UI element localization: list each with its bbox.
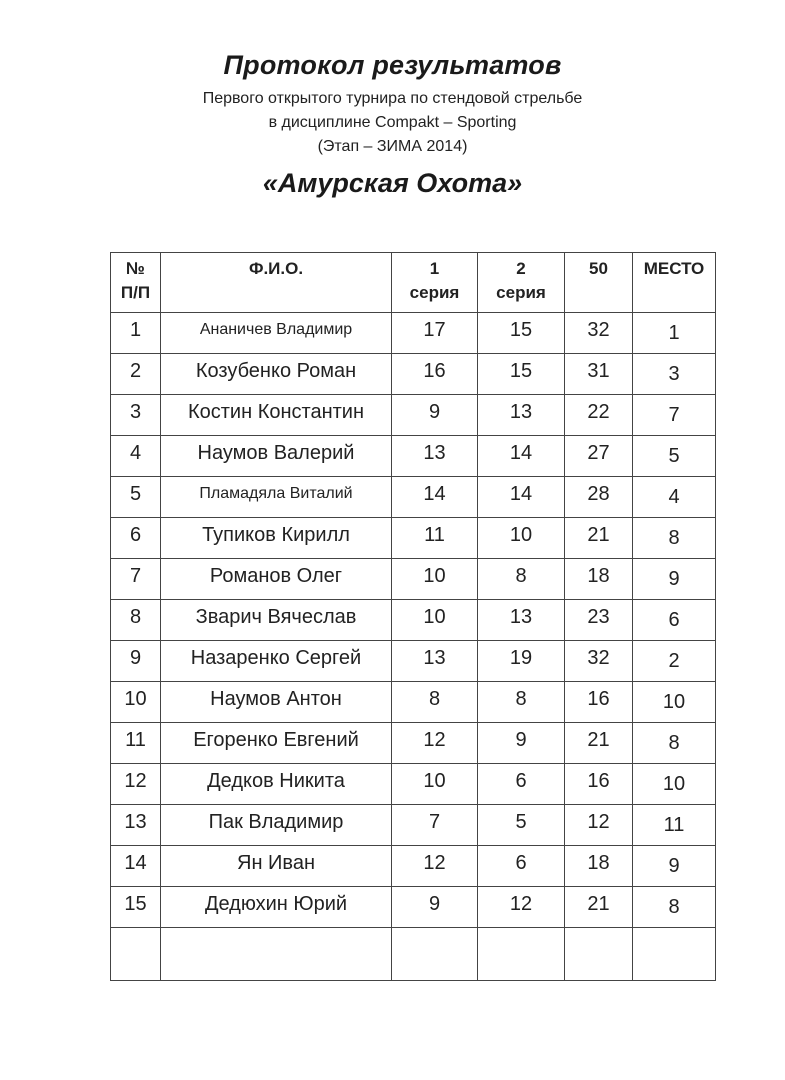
table-row	[111, 682, 716, 723]
cell-series-2: 8	[478, 682, 565, 723]
cell-name: Дедков Никита	[161, 764, 392, 805]
cell-empty	[633, 928, 716, 981]
cell-series-1: 8	[392, 682, 478, 723]
cell-series-1: 9	[392, 395, 478, 436]
cell-name: Назаренко Сергей	[161, 641, 392, 682]
cell-place: 4	[633, 477, 716, 518]
header-number: № П/П	[111, 253, 161, 313]
cell-series-2: 19	[478, 641, 565, 682]
cell-total: 32	[565, 313, 633, 354]
cell-series-1: 10	[392, 600, 478, 641]
table-row	[111, 641, 716, 682]
cell-name: Наумов Валерий	[161, 436, 392, 477]
cell-series-2: 14	[478, 436, 565, 477]
cell-number: 13	[111, 805, 161, 846]
cell-total: 27	[565, 436, 633, 477]
cell-empty	[161, 928, 392, 981]
cell-total: 22	[565, 395, 633, 436]
cell-name: Козубенко Роман	[161, 354, 392, 395]
cell-series-2: 15	[478, 313, 565, 354]
cell-place: 8	[633, 518, 716, 559]
header-name: Ф.И.О.	[161, 253, 392, 313]
cell-place: 9	[633, 846, 716, 887]
cell-place: 11	[633, 805, 716, 846]
cell-place: 9	[633, 559, 716, 600]
cell-total: 18	[565, 846, 633, 887]
cell-series-2: 6	[478, 764, 565, 805]
cell-number: 7	[111, 559, 161, 600]
cell-series-2: 10	[478, 518, 565, 559]
cell-number: 1	[111, 313, 161, 354]
cell-total: 18	[565, 559, 633, 600]
cell-total: 21	[565, 723, 633, 764]
cell-series-2: 5	[478, 805, 565, 846]
table-row	[111, 477, 716, 518]
cell-number: 3	[111, 395, 161, 436]
cell-place: 8	[633, 887, 716, 928]
table-header-row	[111, 253, 716, 313]
cell-name: Романов Олег	[161, 559, 392, 600]
cell-empty	[392, 928, 478, 981]
table-row	[111, 846, 716, 887]
cell-total: 32	[565, 641, 633, 682]
table-row	[111, 395, 716, 436]
table-row	[111, 559, 716, 600]
cell-name: Ананичев Владимир	[161, 313, 392, 354]
cell-total: 28	[565, 477, 633, 518]
results-table	[110, 252, 716, 981]
cell-empty	[565, 928, 633, 981]
table-row	[111, 313, 716, 354]
cell-name: Тупиков Кирилл	[161, 518, 392, 559]
cell-number: 15	[111, 887, 161, 928]
header-place: МЕСТО	[633, 253, 716, 313]
table-row	[111, 436, 716, 477]
cell-series-1: 10	[392, 764, 478, 805]
cell-series-1: 7	[392, 805, 478, 846]
cell-series-1: 14	[392, 477, 478, 518]
cell-series-2: 15	[478, 354, 565, 395]
cell-total: 16	[565, 764, 633, 805]
cell-empty	[111, 928, 161, 981]
cell-number: 14	[111, 846, 161, 887]
cell-series-1: 12	[392, 723, 478, 764]
cell-number: 10	[111, 682, 161, 723]
cell-series-1: 16	[392, 354, 478, 395]
cell-series-2: 9	[478, 723, 565, 764]
cell-total: 21	[565, 887, 633, 928]
cell-series-2: 13	[478, 395, 565, 436]
header-series-2: 2 серия	[478, 253, 565, 313]
cell-number: 5	[111, 477, 161, 518]
table-row	[111, 887, 716, 928]
cell-name: Пламадяла Виталий	[161, 477, 392, 518]
cell-name: Ян Иван	[161, 846, 392, 887]
cell-place: 6	[633, 600, 716, 641]
cell-number: 12	[111, 764, 161, 805]
header-total: 50	[565, 253, 633, 313]
cell-series-1: 17	[392, 313, 478, 354]
table-row	[111, 518, 716, 559]
cell-series-1: 9	[392, 887, 478, 928]
cell-number: 8	[111, 600, 161, 641]
cell-place: 2	[633, 641, 716, 682]
cell-name: Костин Константин	[161, 395, 392, 436]
cell-series-2: 12	[478, 887, 565, 928]
cell-place: 10	[633, 682, 716, 723]
cell-series-2: 6	[478, 846, 565, 887]
cell-series-1: 10	[392, 559, 478, 600]
cell-place: 3	[633, 354, 716, 395]
cell-series-2: 8	[478, 559, 565, 600]
table-row	[111, 354, 716, 395]
cell-number: 2	[111, 354, 161, 395]
cell-place: 7	[633, 395, 716, 436]
cell-place: 1	[633, 313, 716, 354]
cell-number: 9	[111, 641, 161, 682]
cell-total: 12	[565, 805, 633, 846]
cell-place: 5	[633, 436, 716, 477]
subtitle-discipline: в дисциплине Compakt – Sporting	[268, 114, 517, 131]
cell-series-2: 14	[478, 477, 565, 518]
cell-series-1: 13	[392, 641, 478, 682]
cell-total: 16	[565, 682, 633, 723]
subtitle-tournament: Первого открытого турнира по стендовой стрельбе	[202, 90, 583, 107]
cell-name: Наумов Антон	[161, 682, 392, 723]
cell-number: 11	[111, 723, 161, 764]
header-series-1: 1 серия	[392, 253, 478, 313]
cell-series-2: 13	[478, 600, 565, 641]
cell-series-1: 11	[392, 518, 478, 559]
document-title: Протокол результатов	[223, 50, 562, 80]
table-row-empty	[111, 928, 716, 981]
cell-number: 4	[111, 436, 161, 477]
cell-total: 21	[565, 518, 633, 559]
cell-total: 31	[565, 354, 633, 395]
cell-series-1: 13	[392, 436, 478, 477]
cell-name: Зварич Вячеслав	[161, 600, 392, 641]
subtitle-stage: (Этап – ЗИМА 2014)	[317, 138, 468, 155]
table-row	[111, 764, 716, 805]
cell-place: 10	[633, 764, 716, 805]
cell-name: Дедюхин Юрий	[161, 887, 392, 928]
cell-total: 23	[565, 600, 633, 641]
cell-name: Егоренко Евгений	[161, 723, 392, 764]
table-row	[111, 600, 716, 641]
cell-number: 6	[111, 518, 161, 559]
cell-place: 8	[633, 723, 716, 764]
table-row	[111, 723, 716, 764]
cell-name: Пак Владимир	[161, 805, 392, 846]
cell-empty	[478, 928, 565, 981]
cell-series-1: 12	[392, 846, 478, 887]
table-row	[111, 805, 716, 846]
club-name: «Амурская Охота»	[262, 168, 523, 198]
